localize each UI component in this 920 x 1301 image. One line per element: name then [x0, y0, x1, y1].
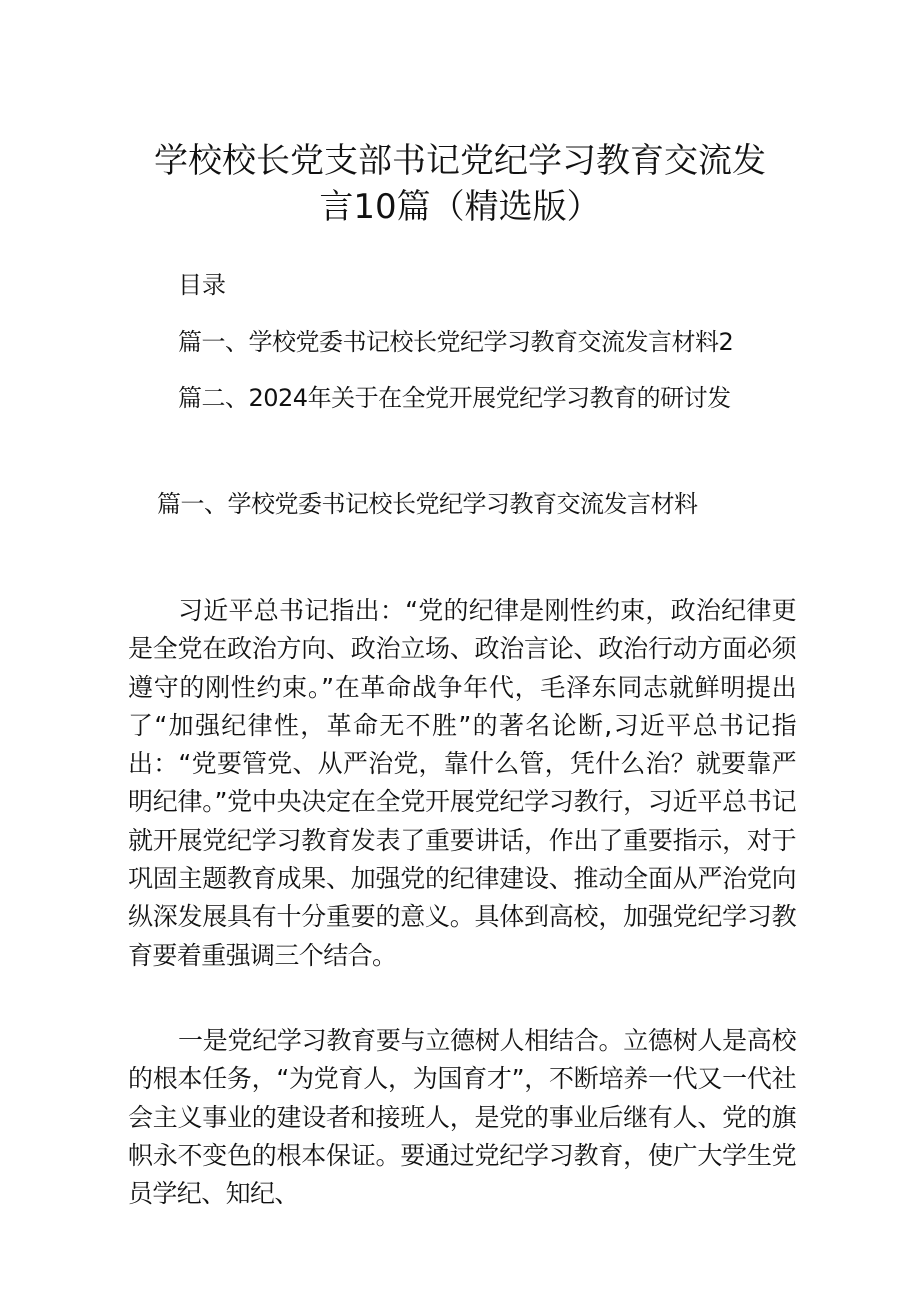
document-title — [120, 138, 800, 230]
section-title: 篇一、学校党委书记校长党纪学习教育交流发言材料 — [157, 490, 698, 518]
toc-item[interactable]: 篇二、2024年关于在全党开展党纪学习教育的研讨发 — [178, 384, 731, 412]
title-line-1: 学校校长党支部书记党纪学习教育交流发 — [154, 141, 766, 181]
toc-item[interactable]: 篇一、学校党委书记校长党纪学习教育交流发言材料2 — [178, 328, 734, 356]
body-paragraph: 一是党纪学习教育要与立德树人相结合。立德树人是高校的根本任务，“为党育人，为国育才”，不断培养一代又一代社会主义事业的建设者和接班人，是党的事业后继有人、党的旗帜永不变色的根本保证。要通过党纪学习教育，使广大学生党员学纪、知纪、 — [128, 1026, 796, 1209]
body-paragraph: 习近平总书记指出：“党的纪律是刚性约束，政治纪律更是全党在政治方向、政治立场、政治言论、政治行动方面必须遵守的刚性约束。”在革命战争年代，毛泽东同志就鲜明提出了“加强纪律性，革命无不胜”的著名论断,习近平总书记指出：“党要管党、从严治党，靠什么管，凭什么治？就要靠严明纪律。”党中央决定在全党开展党纪学习教行，习近平总书记就开展党纪学习教育发表了重要讲话，作出了重要指示，对于巩固主题教育成果、加强党的纪律建设、推动全面从严治党向纵深发展具有十分重要的意义。具体到高校，加强党纪学习教育要着重强调三个结合。 — [128, 596, 796, 970]
toc-heading: 目录 — [178, 271, 226, 299]
title-line-2: 言10篇（精选版） — [319, 187, 601, 227]
